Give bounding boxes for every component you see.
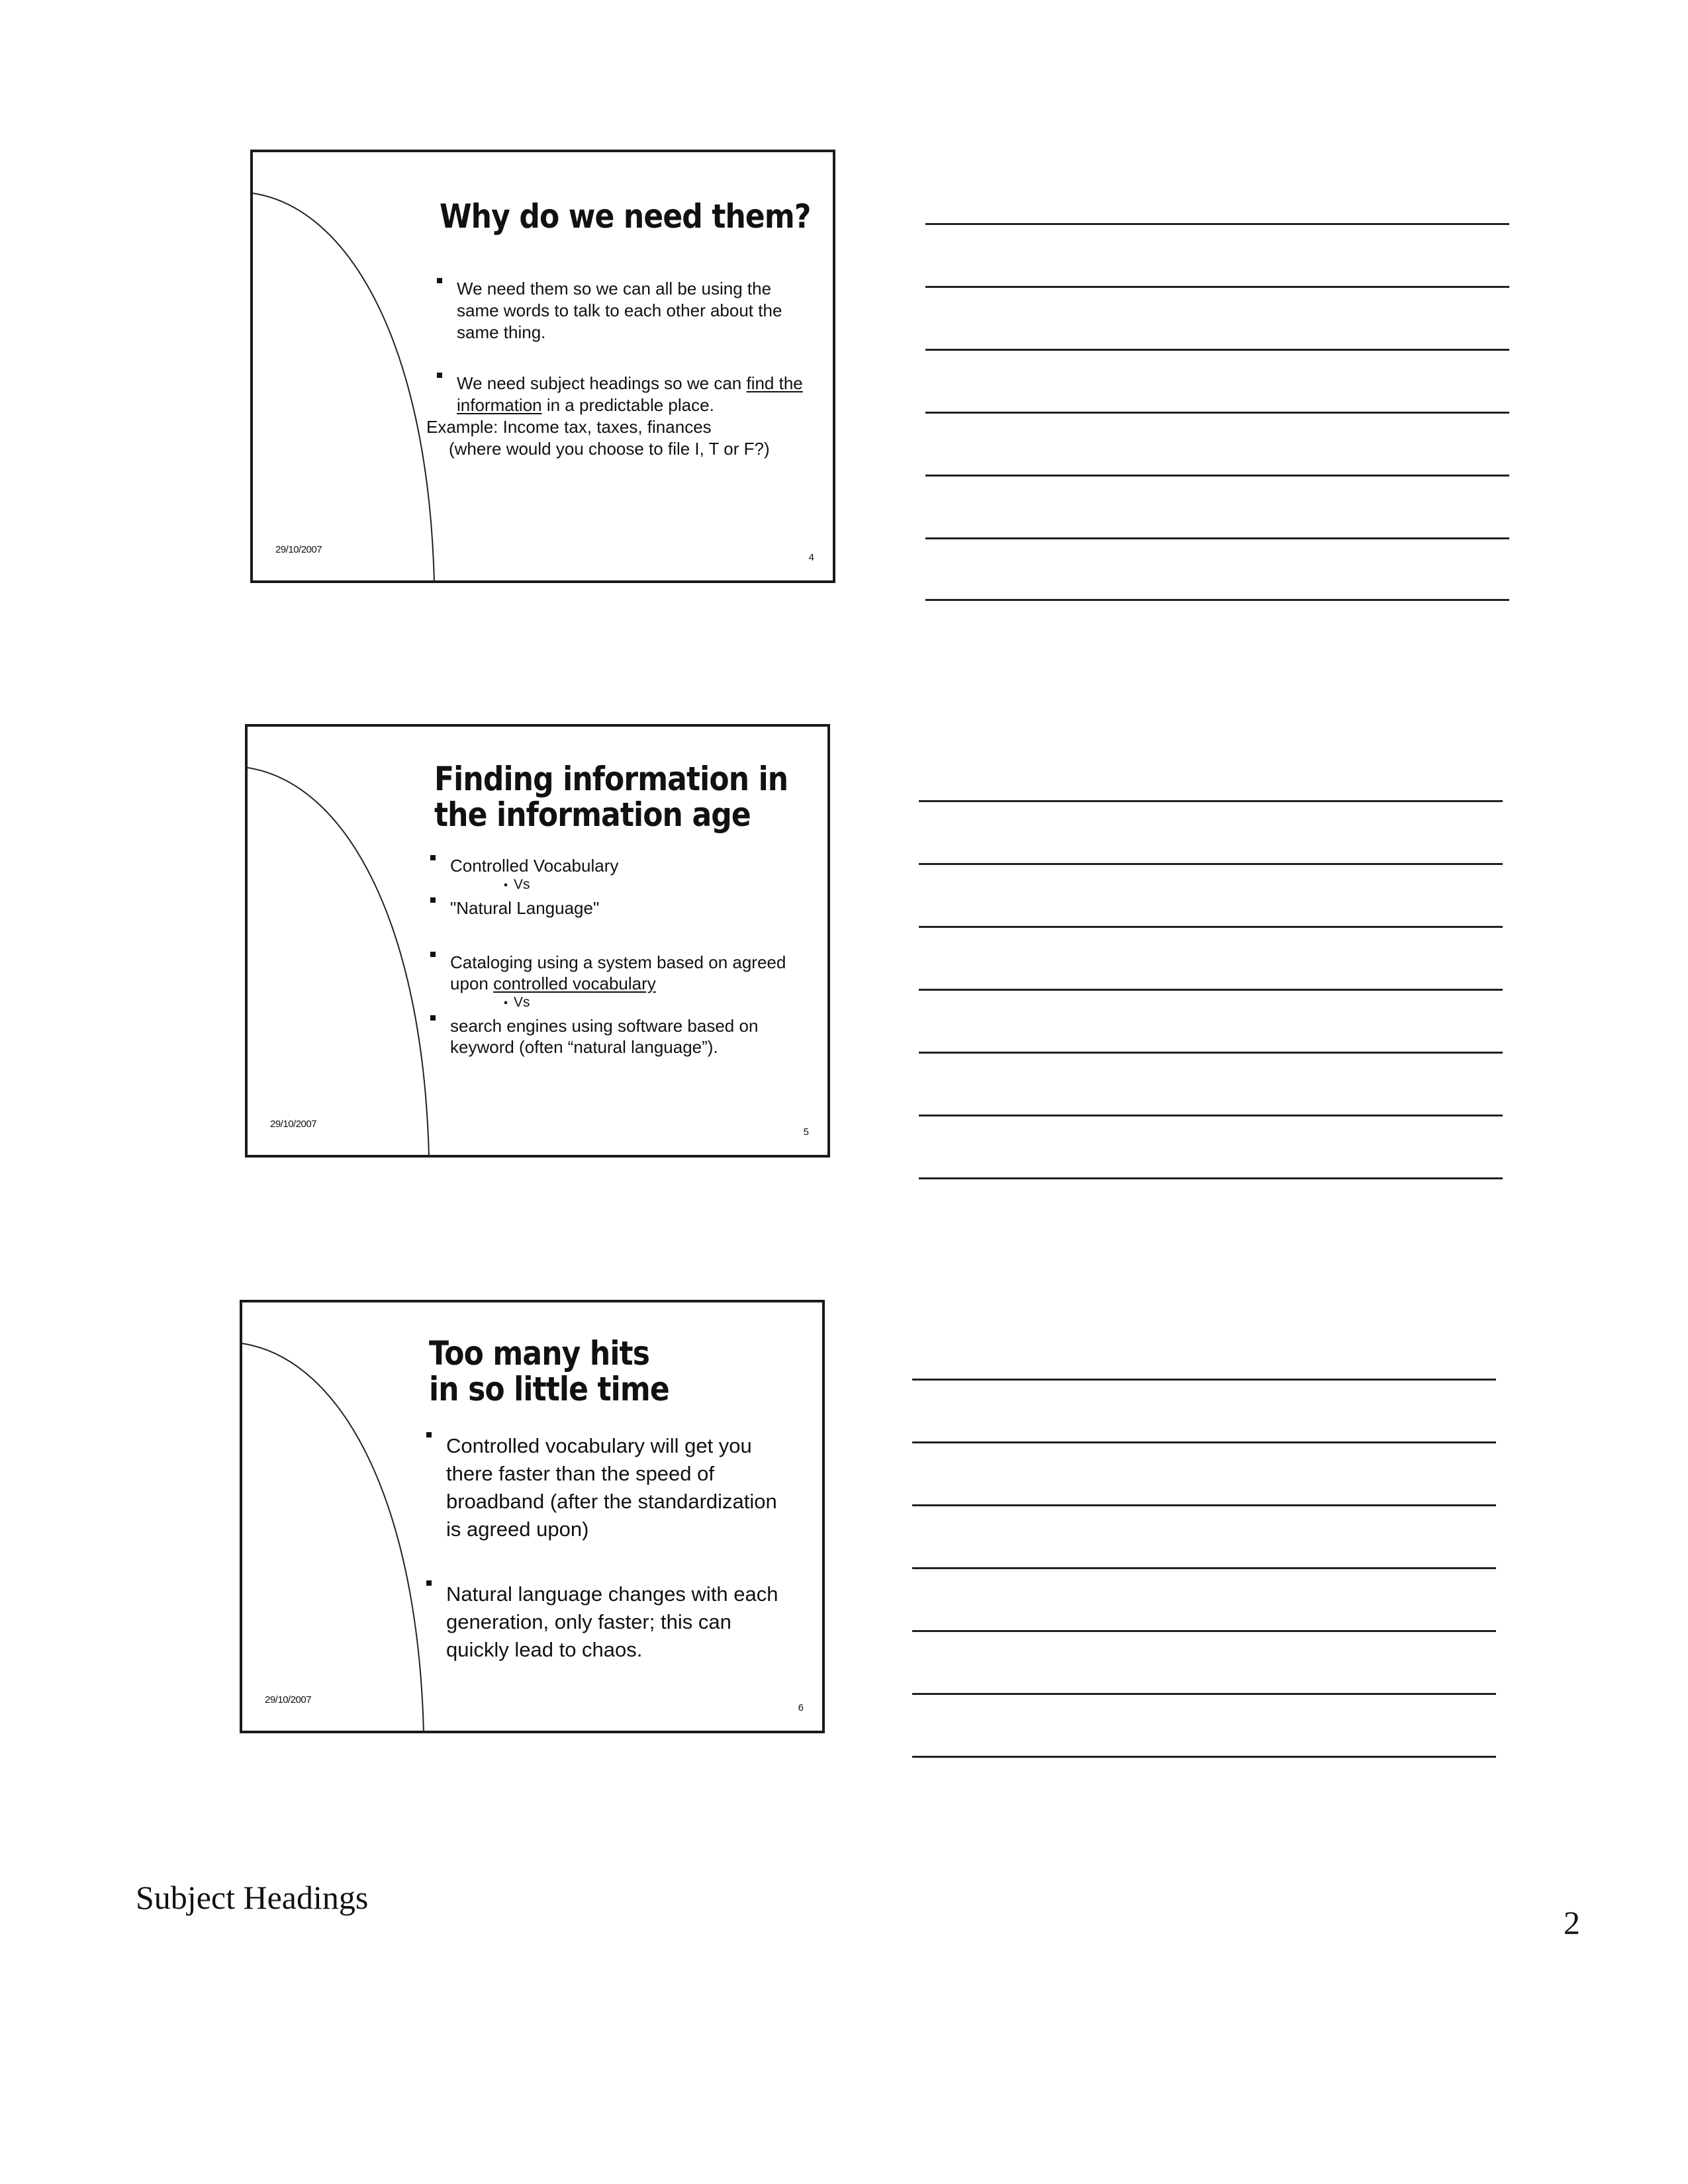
decorative-arc (253, 152, 451, 582)
bullet-item: Cataloging using a system based on agreed upon controlled vocabulary (428, 952, 812, 994)
vs-subitem: Vs (428, 876, 812, 893)
underlined-phrase: find the information (457, 373, 803, 415)
slide-title: Finding information in the information age (434, 760, 788, 834)
note-line (925, 286, 1509, 288)
note-line (912, 1441, 1496, 1443)
note-line (919, 926, 1503, 928)
footer-title: Subject Headings (136, 1879, 369, 1916)
note-line (919, 1115, 1503, 1116)
note-line (912, 1756, 1496, 1758)
slide-date: 29/10/2007 (270, 1118, 317, 1130)
slide-number: 4 (808, 552, 814, 563)
bullet-item: We need them so we can all be using the same words to talk to each other about the same thing. (434, 278, 805, 343)
slide-number: 5 (803, 1126, 809, 1138)
note-line (919, 1052, 1503, 1054)
bullet-item: Controlled vocabulary will get you there faster than the speed of broadband (after the standardization is agreed upon) (424, 1432, 794, 1543)
slide-date: 29/10/2007 (265, 1694, 312, 1706)
bullet-item: Natural language changes with each generation, only faster; this can quickly lead to chaos. (424, 1580, 794, 1664)
page-number: 2 (1564, 1904, 1580, 1941)
decorative-arc (242, 1302, 441, 1733)
slide-bullets (426, 278, 805, 460)
slide-bullets (428, 855, 812, 1058)
note-line (925, 537, 1509, 539)
note-line (912, 1379, 1496, 1381)
slide-bullets (424, 1432, 794, 1664)
underlined-phrase: controlled vocabulary (493, 974, 656, 993)
note-line (919, 1177, 1503, 1179)
slide-6 (240, 1300, 825, 1733)
vs-subitem: Vs (428, 994, 812, 1011)
note-line (912, 1504, 1496, 1506)
note-line (925, 599, 1509, 601)
slide-4 (250, 150, 835, 583)
slide-title: Too many hits in so little time (429, 1334, 669, 1408)
note-line (925, 349, 1509, 351)
slide-5 (245, 724, 830, 1158)
bullet-item: We need subject headings so we can find the information in a predictable place. (434, 373, 805, 416)
bullet-item: "Natural Language" (428, 897, 812, 919)
note-line (925, 412, 1509, 414)
bullet-item: Controlled Vocabulary (428, 855, 812, 876)
note-line (919, 863, 1503, 865)
note-line (919, 800, 1503, 802)
example-text: Example: Income tax, taxes, finances (where would you choose to file I, T or F?) (426, 417, 770, 459)
decorative-arc (248, 727, 446, 1157)
slide-date: 29/10/2007 (275, 544, 322, 555)
note-line (925, 223, 1509, 225)
slide-title: Why do we need them? (440, 197, 811, 236)
note-line (925, 475, 1509, 477)
note-line (912, 1630, 1496, 1632)
note-line (912, 1693, 1496, 1695)
note-line (919, 989, 1503, 991)
bullet-item: search engines using software based on keyword (often “natural language”). (428, 1015, 812, 1058)
slide-number: 6 (798, 1702, 804, 1713)
note-line (912, 1567, 1496, 1569)
